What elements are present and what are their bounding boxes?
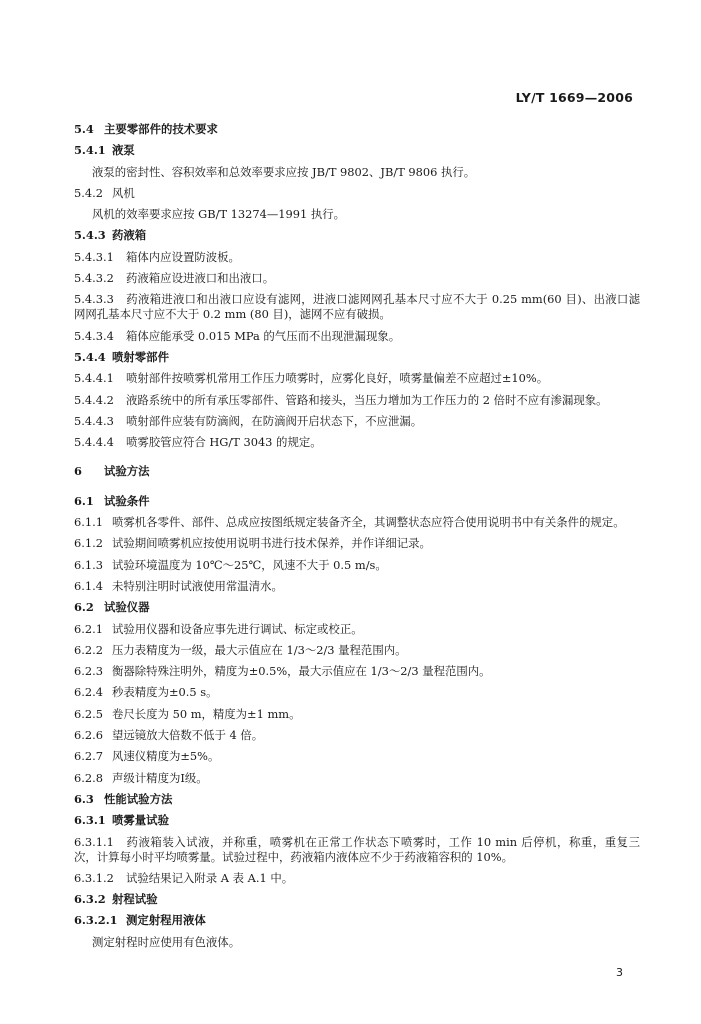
clause-6-1-2 (74, 536, 640, 551)
clause-text: 风速仪精度为±5%。 (112, 749, 220, 764)
clause-number: 6.2.2 (74, 642, 103, 657)
clause-text: 压力表精度为一级，最大示值应在 1/3～2/3 量程范围内。 (112, 642, 407, 657)
standard-code: LY/T 1669—2006 (515, 90, 633, 105)
clause-text: 风机的效率要求应按 GB/T 13274—1991 执行。 (92, 207, 346, 222)
clause-number: 5.4.3 (74, 228, 106, 243)
clause-6-2-6 (74, 728, 640, 743)
clause-text: 望远镜放大倍数不低于 4 倍。 (112, 728, 264, 743)
clause-number: 6.2.4 (74, 685, 103, 700)
clause-heading: 试验方法 (104, 464, 150, 479)
clause-text: 药液箱装入试液，并称重，喷雾机在正常工作状态下喷雾时，工作 10 min 后停机，称重，重复三次，计算每小时平均喷雾量。试验过程中，药液箱内液体应不少于药液箱容积的 10%。 (74, 834, 640, 864)
clause-number: 6.3.1 (74, 813, 106, 828)
clause-text: 试验环境温度为 10℃～25℃，风速不大于 0.5 m/s。 (112, 557, 387, 572)
clause-number: 5.4.4.3 (74, 413, 114, 428)
clause-number: 6.2.8 (74, 770, 103, 785)
clause-number: 6.2.7 (74, 749, 103, 764)
clause-6-2-7 (74, 749, 640, 764)
clause-6-2-2 (74, 643, 640, 658)
clause-text: 喷射部件应装有防滴阀，在防滴阀开启状态下，不应泄漏。 (126, 413, 423, 428)
clause-6-3-2-1 (74, 913, 640, 928)
clause-number: 6.3.1.1 (74, 834, 114, 849)
clause-5-4-3-2 (74, 271, 640, 286)
clause-number: 5.4.3.2 (74, 271, 114, 286)
clause-number: 6.3.2 (74, 892, 106, 907)
clause-5-4-4-3 (74, 414, 640, 429)
clause-text: 未特别注明时试液使用常温清水。 (112, 578, 283, 593)
clause-number: 6.1.3 (74, 557, 103, 572)
clause-6-2 (74, 600, 640, 615)
clause-6-3-1-1 (74, 835, 640, 865)
clause-number: 5.4.1 (74, 143, 106, 158)
clause-number: 6.2.1 (74, 621, 103, 636)
clause-text: 试验期间喷雾机应按使用说明书进行技术保养，并作详细记录。 (112, 536, 431, 551)
clause-6-2-1 (74, 622, 640, 637)
clause-heading: 喷雾量试验 (112, 813, 169, 828)
clause-6-2-4 (74, 685, 640, 700)
clause-number: 5.4.4.4 (74, 435, 114, 450)
clause-6-3-1 (74, 813, 640, 828)
clause-5-4-3-3 (74, 292, 640, 322)
section-gap (74, 456, 640, 464)
clause-6-2-3 (74, 664, 640, 679)
clause-5-4-3-1 (74, 250, 640, 265)
clause-number: 6 (74, 464, 82, 479)
clause-text: 液路系统中的所有承压零部件、管路和接头，当压力增加为工作压力的 2 倍时不应有渗漏现象。 (126, 392, 608, 407)
clause-number: 5.4.3.1 (74, 249, 114, 264)
clause-text: 箱体应能承受 0.015 MPa 的气压而不出现泄漏现象。 (126, 328, 401, 343)
clause-text: 卷尺长度为 50 m，精度为±1 mm。 (112, 706, 301, 721)
clause-6-1 (74, 494, 640, 509)
clause-6-1-3 (74, 558, 640, 573)
clause-text: 喷射部件按喷雾机常用工作压力喷雾时，应雾化良好，喷雾量偏差不应超过±10%。 (126, 371, 549, 386)
clause-heading: 射程试验 (112, 892, 158, 907)
clause-number: 6.2 (74, 600, 94, 615)
clause-heading: 测定射程用液体 (126, 913, 206, 928)
clause-5-4-4 (74, 350, 640, 365)
clause-heading: 喷射零部件 (112, 349, 169, 364)
clause-text: 箱体内应设置防波板。 (126, 249, 240, 264)
clause-5-4-3 (74, 228, 640, 243)
clause-number: 5.4.2 (74, 185, 103, 200)
clause-6-1-4 (74, 579, 640, 594)
clause-text: 试验用仪器和设备应事先进行调试、标定或校正。 (112, 621, 363, 636)
clause-5-4-3-4 (74, 329, 640, 344)
clause-number: 5.4.4.1 (74, 371, 114, 386)
page-number: 3 (616, 966, 623, 979)
clause-number: 6.1.2 (74, 536, 103, 551)
clause-5-4-2 (74, 186, 640, 201)
clause-text: 药液箱应设进液口和出液口。 (126, 271, 275, 286)
clause-heading: 试验仪器 (104, 600, 150, 615)
clause-number: 5.4.3.4 (74, 328, 114, 343)
clause-6 (74, 464, 640, 479)
clause-number: 5.4.4 (74, 349, 106, 364)
clause-number: 5.4.4.2 (74, 392, 114, 407)
clause-6-3 (74, 792, 640, 807)
clause-number: 6.1.4 (74, 578, 103, 593)
clause-text: 测定射程时应使用有色液体。 (92, 934, 241, 949)
paragraph (74, 207, 640, 222)
clause-number: 6.3.2.1 (74, 913, 118, 928)
clause-text: 喷雾胶管应符合 HG/T 3043 的规定。 (126, 435, 322, 450)
clause-6-3-1-2 (74, 871, 640, 886)
section-gap (74, 486, 640, 494)
clause-number: 6.2.3 (74, 664, 103, 679)
clause-number: 6.1.1 (74, 515, 103, 530)
clause-6-2-8 (74, 771, 640, 786)
clause-heading: 药液箱 (112, 228, 147, 243)
clause-text: 试验结果记入附录 A 表 A.1 中。 (126, 870, 294, 885)
clause-number: 5.4.3.3 (74, 292, 114, 307)
clause-number: 6.2.6 (74, 728, 103, 743)
clause-number: 6.3 (74, 791, 94, 806)
clause-5-4-4-1 (74, 371, 640, 386)
clause-heading: 液泵 (112, 143, 135, 158)
clause-number: 6.1 (74, 493, 94, 508)
clause-6-2-5 (74, 707, 640, 722)
clause-5-4-1 (74, 143, 640, 158)
clause-6-3-2 (74, 892, 640, 907)
clause-5-4 (74, 122, 640, 137)
clause-heading: 性能试验方法 (104, 791, 173, 806)
paragraph (74, 935, 640, 950)
clause-5-4-4-4 (74, 435, 640, 450)
clause-number: 6.2.5 (74, 706, 103, 721)
clause-text: 药液箱进液口和出液口应设有滤网，进液口滤网网孔基本尺寸应不大于 0.25 mm(60 目)、出液口滤网网孔基本尺寸应不大于 0.2 mm (80 目)，滤网不应有破损。 (74, 292, 640, 322)
clause-text: 秒表精度为±0.5 s。 (112, 685, 218, 700)
clause-number: 6.3.1.2 (74, 870, 114, 885)
clause-number: 5.4 (74, 122, 94, 136)
clause-text: 风机 (112, 185, 135, 200)
clause-text: 衡器除特殊注明外，精度为±0.5%，最大示值应在 1/3～2/3 量程范围内。 (112, 664, 491, 679)
clause-6-1-1 (74, 515, 640, 530)
clause-text: 液泵的密封性、容积效率和总效率要求应按 JB/T 9802、JB/T 9806 执行。 (92, 164, 476, 179)
document-body (74, 122, 640, 956)
clause-text: 声级计精度为Ⅰ级。 (112, 770, 208, 785)
clause-heading: 主要零部件的技术要求 (104, 122, 218, 136)
paragraph (74, 165, 640, 180)
clause-text: 喷雾机各零件、部件、总成应按图纸规定装备齐全，其调整状态应符合使用说明书中有关条件的规定。 (112, 515, 625, 530)
clause-5-4-4-2 (74, 393, 640, 408)
clause-heading: 试验条件 (104, 493, 150, 508)
